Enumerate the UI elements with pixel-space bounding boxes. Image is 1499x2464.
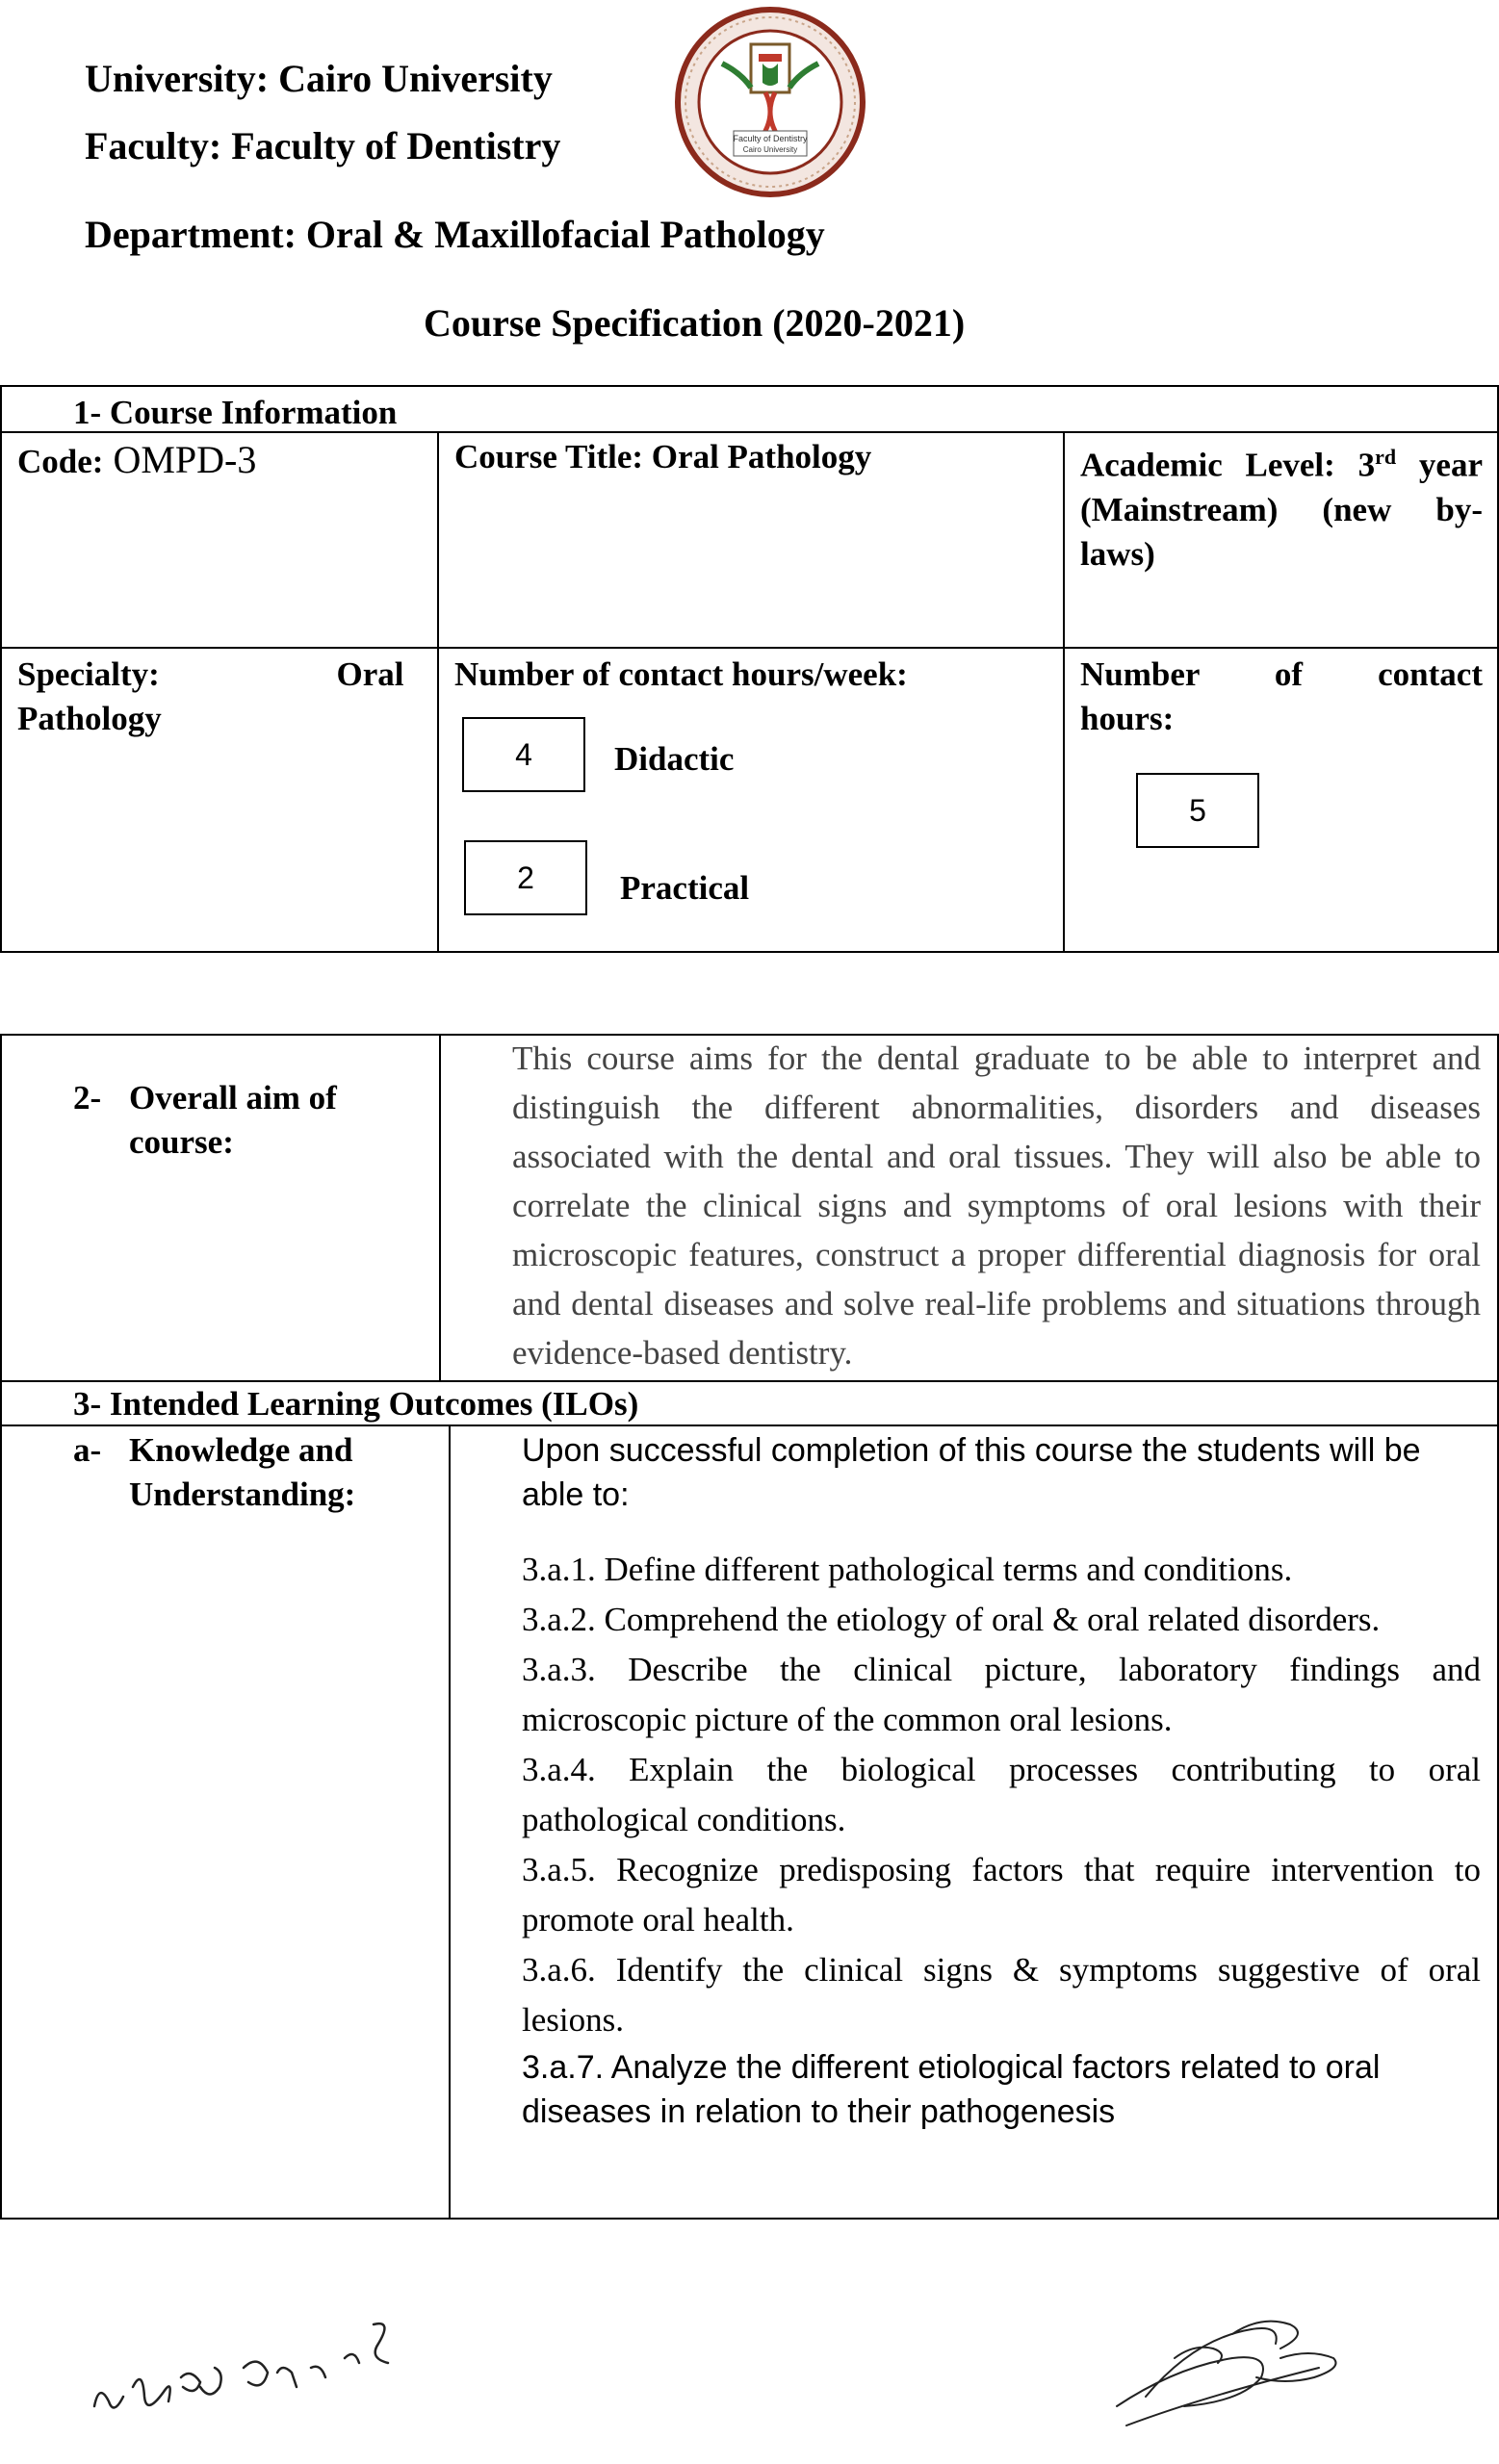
ilos-sub-number: a-	[73, 1431, 102, 1469]
faculty-logo	[674, 6, 866, 198]
academic-level-prefix: Academic Level: 3	[1080, 446, 1376, 484]
divider	[449, 1424, 451, 2220]
ilo-item: 3.a.7. Analyze the different etiological factors related to oral diseases in relation to their pathogenesis	[522, 2049, 1381, 2130]
divider	[1063, 431, 1065, 953]
spec-title: Course Specification (2020-2021)	[424, 301, 966, 345]
ilo-item: 3.a.6. Identify the clinical signs & symptoms suggestive of oral lesions.	[522, 1951, 1481, 2039]
code-label: Code:	[17, 443, 104, 480]
ilo-item: 3.a.3. Describe the clinical picture, laboratory findings and microscopic picture of the common oral lesions.	[522, 1651, 1481, 1738]
academic-level-sup: rd	[1375, 445, 1397, 469]
ilo-item: 3.a.2. Comprehend the etiology of oral & oral related disorders.	[522, 1601, 1381, 1638]
ilo-item: 3.a.1. Define different pathological terms and conditions.	[522, 1551, 1293, 1588]
practical-hours-box: 2	[464, 840, 587, 915]
academic-level-suffix: year (Mainstream) (new by-laws)	[1080, 446, 1483, 573]
aim-text: This course aims for the dental graduate to be able to interpret and distinguish the different abnormalities, disorders and diseases associated with the dental and oral tissues. They will also be able to correlate the clinical signs and symptoms of oral lesions with their microscopic features, construct a proper differential diagnosis for oral and dental diseases and solve real-life problems and situations through evidence-based dentistry.	[512, 1040, 1481, 1372]
university-name: University: Cairo University	[85, 57, 553, 100]
aim-number: 2-	[73, 1079, 102, 1116]
aim-label: Overall aim of course:	[129, 1079, 337, 1161]
ilos-list	[522, 1545, 1481, 2134]
divider	[0, 647, 1499, 649]
specialty: Specialty: Oral Pathology	[17, 655, 413, 737]
ilos-sub-label: Knowledge and Understanding:	[129, 1431, 356, 1513]
contact-hours-week-label: Number of contact hours/week:	[454, 655, 908, 693]
practical-label: Practical	[620, 869, 750, 907]
svg-text:Cairo University: Cairo University	[742, 145, 798, 154]
didactic-label: Didactic	[614, 740, 735, 778]
signature-left	[85, 2300, 470, 2435]
svg-text:Faculty of Dentistry: Faculty of Dentistry	[733, 134, 808, 143]
ilos-intro: Upon successful completion of this course the students will be able to:	[522, 1432, 1421, 1513]
department-name: Department: Oral & Maxillofacial Pathology	[85, 213, 825, 256]
ilo-item: 3.a.4. Explain the biological processes contributing to oral pathological conditions.	[522, 1751, 1481, 1838]
contact-hours-total-box: 5	[1136, 773, 1259, 848]
code-value: OMPD-3	[113, 438, 257, 481]
ilo-item: 3.a.5. Recognize predisposing factors that require intervention to promote oral health.	[522, 1851, 1481, 1938]
faculty-name: Faculty: Faculty of Dentistry	[85, 124, 561, 167]
didactic-hours-box: 4	[462, 717, 585, 792]
signature-right	[1088, 2291, 1377, 2435]
ilos-section-title: 3- Intended Learning Outcomes (ILOs)	[73, 1385, 639, 1423]
academic-level	[1080, 435, 1483, 577]
contact-hours-total-label: Number of contact hours:	[1080, 655, 1483, 737]
divider	[437, 431, 439, 953]
course-title: Course Title: Oral Pathology	[454, 438, 872, 475]
course-code	[17, 438, 256, 484]
divider	[439, 1034, 441, 1380]
course-info-section-title: 1- Course Information	[73, 394, 398, 431]
